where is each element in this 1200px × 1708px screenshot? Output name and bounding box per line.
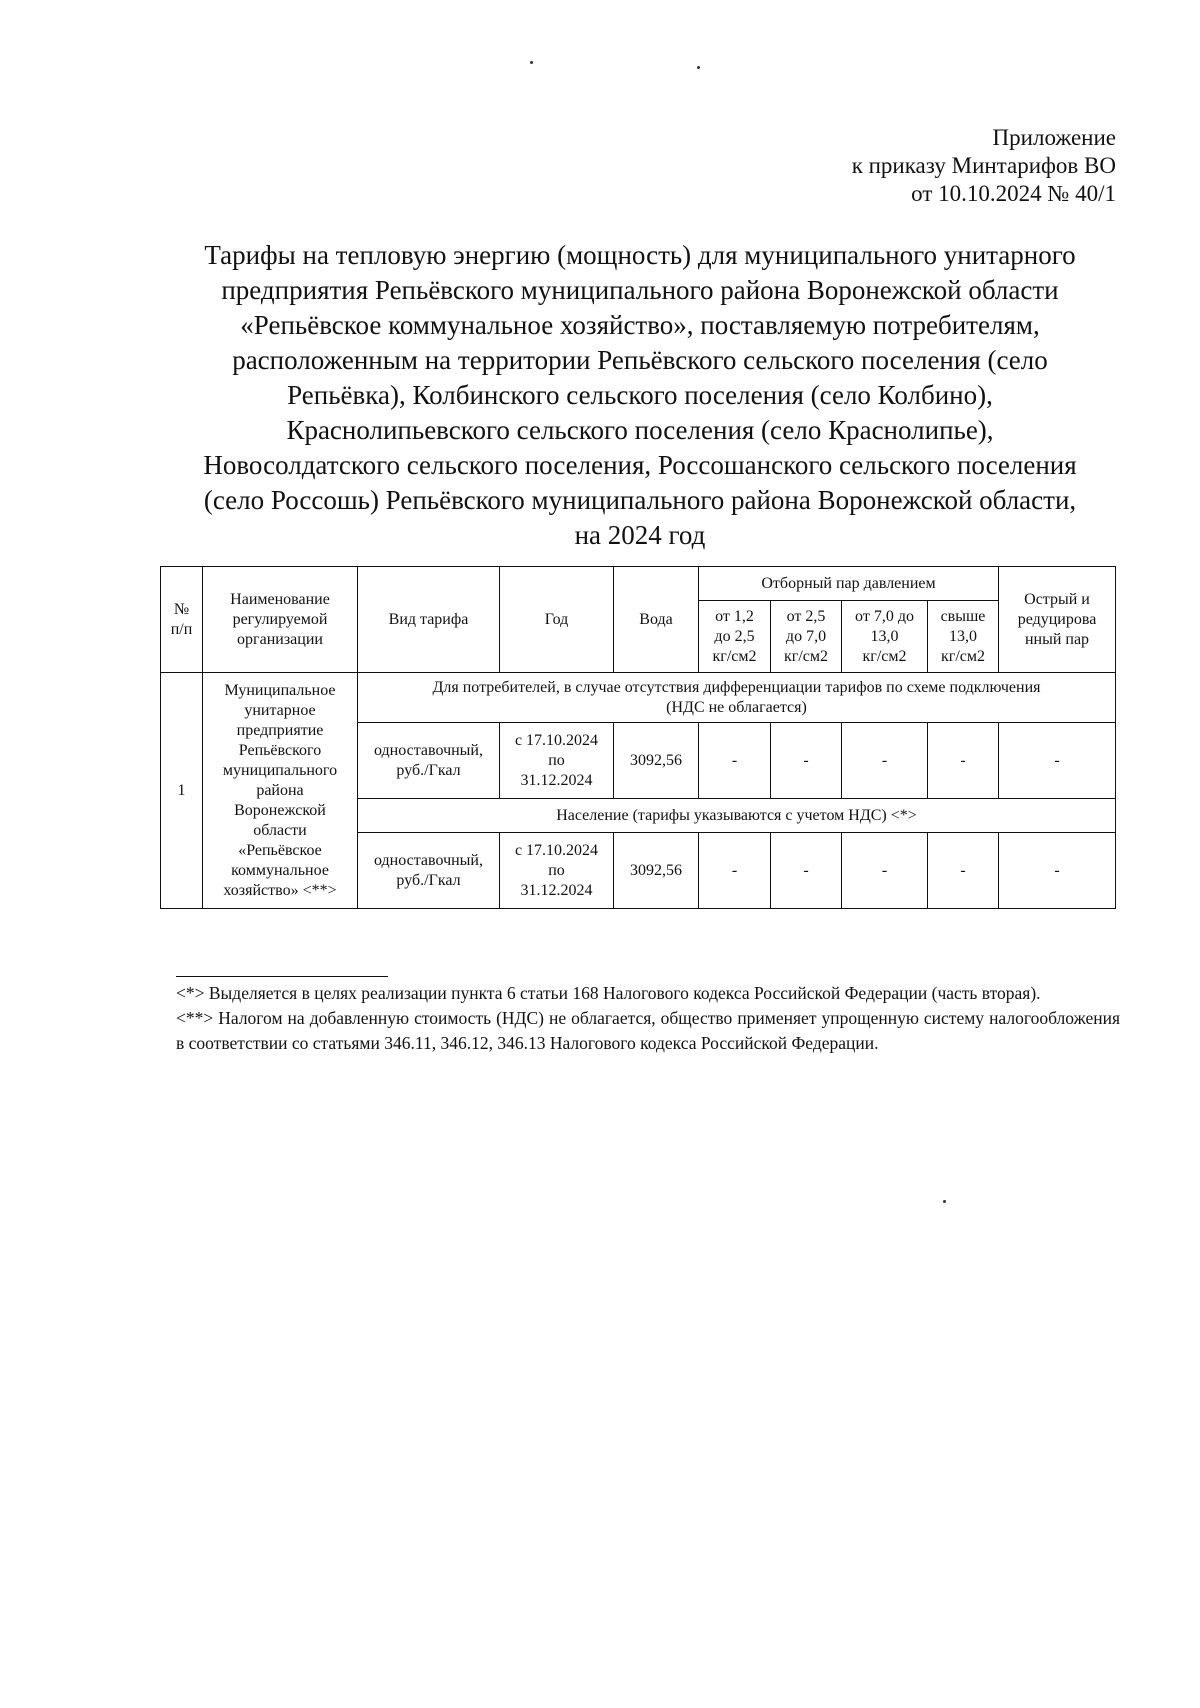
header-steam-3: от 7,0 до 13,0 кг/см2	[842, 601, 928, 673]
footnote-no-vat: <**> Налогом на добавленную стоимость (НДС) не облагается, общество применяет упрощенную систему налогообложения в соответствии со статьями 346.11, 346.12, 346.13 Налогового кодекса Российской Федерации.	[176, 1008, 1120, 1053]
header-steam-1: от 1,2 до 2,5 кг/см2	[699, 601, 771, 673]
steam-4-value: -	[928, 833, 999, 909]
header-steam-4: свыше 13,0 кг/см2	[928, 601, 999, 673]
scan-speck	[943, 1200, 946, 1203]
title-line: (село Россошь) Репьёвского муниципального района Воронежской области,	[203, 485, 1077, 515]
steam-3-value: -	[842, 723, 928, 799]
steam-1-value: -	[699, 833, 771, 909]
tariff-type-cell: одноставочный, руб./Гкал	[358, 723, 500, 799]
scan-speck	[530, 61, 533, 64]
annex-line: от 10.10.2024 № 40/1	[911, 181, 1116, 206]
steam-4-value: -	[928, 723, 999, 799]
steam-2-value: -	[771, 723, 842, 799]
title-line: «Репьёвское коммунальное хозяйство», поставляемую потребителям,	[240, 310, 1040, 340]
water-value: 3092,56	[614, 723, 699, 799]
annex-line: Приложение	[992, 125, 1116, 150]
footnote-vat: <*> Выделяется в целях реализации пункта 6 статьи 168 Налогового кодекса Российской Федерации (часть вторая).	[176, 983, 1041, 1003]
steam-1-value: -	[699, 723, 771, 799]
tariff-type-cell: одноставочный, руб./Гкал	[358, 833, 500, 909]
water-value: 3092,56	[614, 833, 699, 909]
scan-speck	[697, 66, 700, 69]
row-number: 1	[161, 673, 203, 909]
footnotes	[176, 976, 1120, 1056]
title-line: Тарифы на тепловую энергию (мощность) для муниципального унитарного	[204, 240, 1076, 270]
title-line: расположенным на территории Репьёвского сельского поселения (село	[232, 345, 1048, 375]
group-heading-consumers: Для потребителей, в случае отсутствия дифференциации тарифов по схеме подключения (НДС не облагается)	[358, 673, 1116, 723]
period-cell: с 17.10.2024 по 31.12.2024	[500, 833, 614, 909]
tariff-table	[160, 566, 1116, 909]
period-cell: с 17.10.2024 по 31.12.2024	[500, 723, 614, 799]
group-heading-population: Население (тарифы указываются с учетом НДС) <*>	[358, 799, 1116, 833]
header-water: Вода	[614, 567, 699, 673]
title-line: на 2024 год	[574, 520, 706, 550]
annex-line: к приказу Минтарифов ВО	[851, 153, 1116, 178]
header-number: № п/п	[161, 567, 203, 673]
title-line: предприятия Репьёвского муниципального района Воронежской области	[221, 275, 1059, 305]
title-line: Репьёвка), Колбинского сельского поселения (село Колбино),	[287, 380, 993, 410]
title-line: Новосолдатского сельского поселения, Россошанского сельского поселения	[203, 450, 1077, 480]
title-line: Краснолипьевского сельского поселения (село Краснолипье),	[286, 415, 994, 445]
footnote-divider	[176, 976, 388, 977]
steam-3-value: -	[842, 833, 928, 909]
header-steam-group: Отборный пар давлением	[699, 567, 999, 601]
organization-name: Муниципальное унитарное предприятие Репьёвского муниципального района Воронежской области «Репьёвское коммунальное хозяйство» <**>	[203, 673, 358, 909]
header-tariff-type: Вид тарифа	[358, 567, 500, 673]
annex-block	[696, 124, 1116, 208]
document-title	[170, 238, 1110, 553]
steam-2-value: -	[771, 833, 842, 909]
header-organization: Наименование регулируемой организации	[203, 567, 358, 673]
header-year: Год	[500, 567, 614, 673]
sharp-steam-value: -	[999, 833, 1116, 909]
header-steam-2: от 2,5 до 7,0 кг/см2	[771, 601, 842, 673]
sharp-steam-value: -	[999, 723, 1116, 799]
header-sharp-steam: Острый и редуцирова нный пар	[999, 567, 1116, 673]
